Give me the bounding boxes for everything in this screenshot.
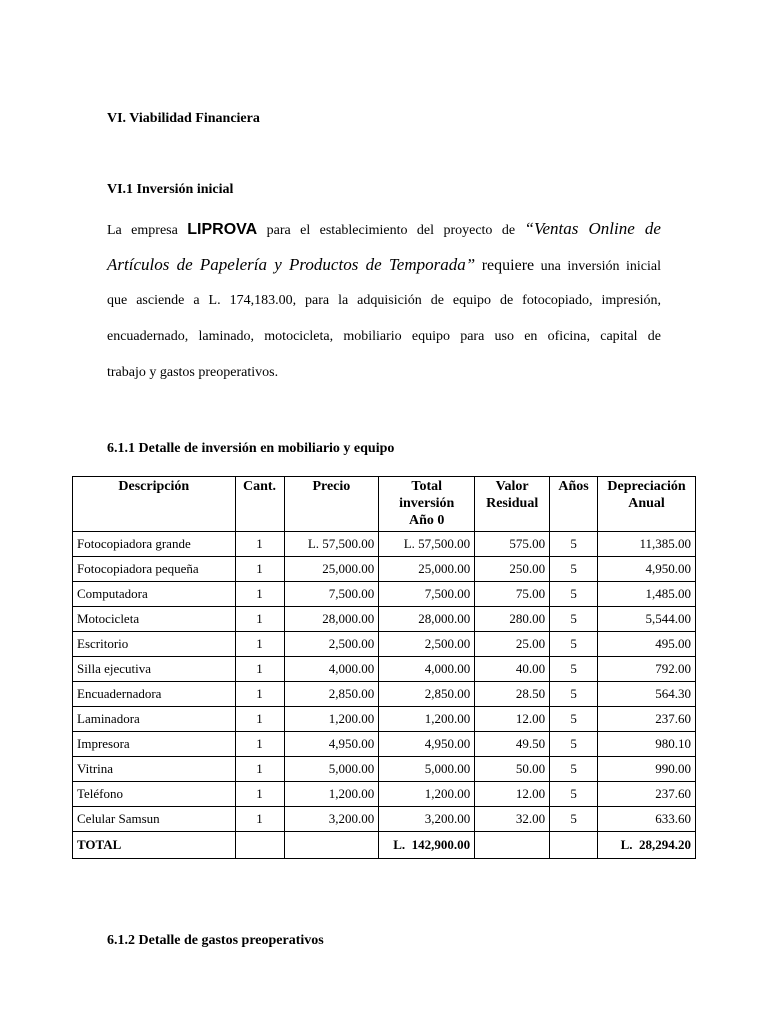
header-precio: Precio [284, 477, 379, 532]
cell-desc: Motocicleta [73, 607, 236, 632]
intro-line-3: que asciende a L. 174,183.00, para la adquisición de equipo de fotocopiado, impresión, [107, 293, 661, 308]
cell-anios: 5 [550, 582, 598, 607]
header-total-l3: Año 0 [409, 513, 445, 528]
cell-cant: 1 [235, 657, 284, 682]
cell-anios: 5 [550, 732, 598, 757]
table-row [73, 532, 696, 557]
header-valor-residual [475, 477, 550, 532]
cell-residual: 28.50 [475, 682, 550, 707]
cell-anios: 5 [550, 707, 598, 732]
cell-dep: 237.60 [598, 782, 696, 807]
cell-dep: 990.00 [598, 757, 696, 782]
table-row [73, 807, 696, 832]
cell-residual: 280.00 [475, 607, 550, 632]
table-row [73, 682, 696, 707]
cell-dep: 633.60 [598, 807, 696, 832]
cell-residual: 32.00 [475, 807, 550, 832]
cell-residual: 40.00 [475, 657, 550, 682]
cell-residual: 25.00 [475, 632, 550, 657]
cell-residual: 12.00 [475, 782, 550, 807]
cell-dep: 495.00 [598, 632, 696, 657]
cell-total: 3,200.00 [379, 807, 475, 832]
table-row [73, 757, 696, 782]
cell-residual: 75.00 [475, 582, 550, 607]
cell-precio: 1,200.00 [284, 707, 379, 732]
company-name: LIPROVA [187, 221, 258, 238]
cell-anios: 5 [550, 807, 598, 832]
cell-precio: 4,000.00 [284, 657, 379, 682]
cell-total: 4,950.00 [379, 732, 475, 757]
cell-desc: Encuadernadora [73, 682, 236, 707]
section-title: VI. Viabilidad Financiera [107, 111, 260, 126]
cell-precio: 1,200.00 [284, 782, 379, 807]
cell-anios: 5 [550, 682, 598, 707]
intro-text-3: una inversión inicial [540, 259, 662, 274]
cell-desc: Vitrina [73, 757, 236, 782]
cell-precio: 7,500.00 [284, 582, 379, 607]
total-label: TOTAL [73, 832, 236, 859]
cell-dep: 1,485.00 [598, 582, 696, 607]
subsection-title: VI.1 Inversión inicial [107, 182, 234, 197]
project-name-end: Artículos de Papelería y Productos de Temporada” [107, 255, 476, 274]
project-name-start: “Ventas Online de [524, 219, 661, 238]
total-inversion: L. 142,900.00 [379, 832, 475, 859]
cell-cant: 1 [235, 707, 284, 732]
cell-cant: 1 [235, 607, 284, 632]
total-row [73, 832, 696, 859]
investment-table [72, 476, 696, 859]
cell-total: 28,000.00 [379, 607, 475, 632]
table-row [73, 557, 696, 582]
cell-anios: 5 [550, 757, 598, 782]
intro-line-2 [107, 254, 661, 290]
table-row [73, 707, 696, 732]
header-cant: Cant. [235, 477, 284, 532]
cell-anios: 5 [550, 657, 598, 682]
cell-precio: 28,000.00 [284, 607, 379, 632]
cell-cant: 1 [235, 557, 284, 582]
total-precio-empty [284, 832, 379, 859]
cell-total: 2,500.00 [379, 632, 475, 657]
cell-anios: 5 [550, 557, 598, 582]
cell-precio: 2,500.00 [284, 632, 379, 657]
cell-precio: 4,950.00 [284, 732, 379, 757]
cell-dep: 564.30 [598, 682, 696, 707]
cell-desc: Impresora [73, 732, 236, 757]
cell-desc: Laminadora [73, 707, 236, 732]
cell-desc: Fotocopiadora pequeña [73, 557, 236, 582]
intro-line-1 [107, 218, 661, 254]
cell-precio: 2,850.00 [284, 682, 379, 707]
intro-paragraph [107, 218, 661, 398]
intro-text-1: La empresa [107, 223, 178, 238]
cell-desc: Fotocopiadora grande [73, 532, 236, 557]
cell-cant: 1 [235, 632, 284, 657]
cell-cant: 1 [235, 682, 284, 707]
cell-anios: 5 [550, 632, 598, 657]
cell-desc: Silla ejecutiva [73, 657, 236, 682]
header-total-inversion [379, 477, 475, 532]
cell-residual: 50.00 [475, 757, 550, 782]
cell-cant: 1 [235, 732, 284, 757]
cell-total: 25,000.00 [379, 557, 475, 582]
header-total-l1: Total [411, 479, 443, 494]
header-valor-l2: Residual [486, 496, 539, 511]
total-cant-empty [235, 832, 284, 859]
cell-dep: 792.00 [598, 657, 696, 682]
cell-cant: 1 [235, 582, 284, 607]
cell-dep: 980.10 [598, 732, 696, 757]
cell-total: 1,200.00 [379, 782, 475, 807]
header-dep-l1: Depreciación [607, 479, 686, 494]
cell-total: 1,200.00 [379, 707, 475, 732]
cell-dep: 237.60 [598, 707, 696, 732]
cell-residual: 12.00 [475, 707, 550, 732]
cell-residual: 250.00 [475, 557, 550, 582]
cell-desc: Escritorio [73, 632, 236, 657]
cell-dep: 4,950.00 [598, 557, 696, 582]
cell-total: 5,000.00 [379, 757, 475, 782]
cell-total: 7,500.00 [379, 582, 475, 607]
cell-anios: 5 [550, 607, 598, 632]
table-header-row [73, 477, 696, 532]
cell-precio: 25,000.00 [284, 557, 379, 582]
cell-precio: L. 57,500.00 [284, 532, 379, 557]
intro-text-2: para el establecimiento del proyecto de [266, 223, 516, 238]
cell-cant: 1 [235, 532, 284, 557]
intro-line-4: encuadernado, laminado, motocicleta, mobiliario equipo para uso en oficina, capital de [107, 329, 661, 344]
header-valor-l1: Valor [495, 479, 529, 494]
cell-residual: 575.00 [475, 532, 550, 557]
header-descripcion: Descripción [73, 477, 236, 532]
intro-line-5: trabajo y gastos preoperativos. [107, 365, 279, 380]
cell-desc: Teléfono [73, 782, 236, 807]
total-anios-empty [550, 832, 598, 859]
cell-anios: 5 [550, 532, 598, 557]
header-anios: Años [550, 477, 598, 532]
cell-cant: 1 [235, 782, 284, 807]
table-row [73, 782, 696, 807]
cell-total: 2,850.00 [379, 682, 475, 707]
table-row [73, 582, 696, 607]
cell-cant: 1 [235, 757, 284, 782]
table-row [73, 607, 696, 632]
cell-cant: 1 [235, 807, 284, 832]
header-total-l2: inversión [399, 496, 455, 511]
cell-anios: 5 [550, 782, 598, 807]
total-residual-empty [475, 832, 550, 859]
total-depreciacion: L. 28,294.20 [598, 832, 696, 859]
cell-total: L. 57,500.00 [379, 532, 475, 557]
header-dep-l2: Anual [628, 496, 665, 511]
cell-desc: Celular Samsun [73, 807, 236, 832]
requiere-word: requiere [481, 257, 535, 274]
table2-title: 6.1.2 Detalle de gastos preoperativos [107, 933, 324, 948]
cell-dep: 11,385.00 [598, 532, 696, 557]
table-row [73, 732, 696, 757]
cell-precio: 5,000.00 [284, 757, 379, 782]
header-depreciacion [598, 477, 696, 532]
cell-desc: Computadora [73, 582, 236, 607]
cell-precio: 3,200.00 [284, 807, 379, 832]
cell-dep: 5,544.00 [598, 607, 696, 632]
table-row [73, 632, 696, 657]
table1-title: 6.1.1 Detalle de inversión en mobiliario y equipo [107, 441, 395, 456]
table-row [73, 657, 696, 682]
cell-residual: 49.50 [475, 732, 550, 757]
cell-total: 4,000.00 [379, 657, 475, 682]
